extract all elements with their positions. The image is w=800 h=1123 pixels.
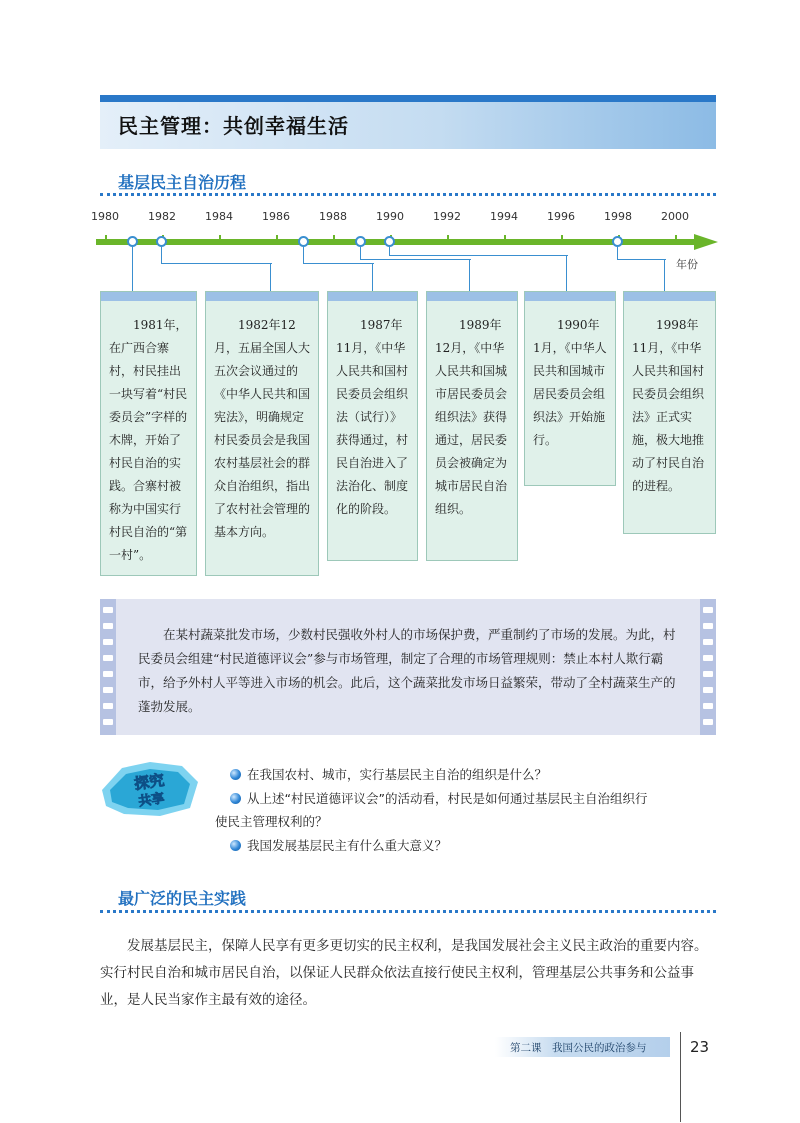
question-text: 从上述“村民道德评议会”的活动看，村民是如何通过基层民主自治组织行 <box>247 791 648 806</box>
timeline-card-1981 <box>100 291 197 576</box>
timeline-axis <box>96 239 696 245</box>
event-marker-1987 <box>298 236 309 247</box>
question-2-continued: 使民主管理权利的？ <box>215 814 328 829</box>
film-hole <box>703 655 713 661</box>
logo-line2: 共享 <box>137 791 166 810</box>
axis-tick <box>675 235 677 245</box>
event-marker-1989 <box>355 236 366 247</box>
film-hole <box>103 671 113 677</box>
chapter-title: 民主管理：共创幸福生活 <box>118 114 349 138</box>
section-divider <box>100 193 716 196</box>
film-hole <box>103 719 113 725</box>
film-hole <box>703 671 713 677</box>
film-hole <box>703 607 713 613</box>
year-label: 1992 <box>433 210 461 223</box>
event-marker-1981 <box>127 236 138 247</box>
event-marker-1982 <box>156 236 167 247</box>
connector-1987-drop <box>372 263 373 291</box>
year-label: 1988 <box>319 210 347 223</box>
connector-1998 <box>617 247 666 260</box>
timeline-years <box>82 210 722 230</box>
timeline-card-1998 <box>623 291 716 534</box>
question-1 <box>230 765 547 783</box>
axis-tick <box>504 235 506 245</box>
card-header <box>206 292 318 301</box>
card-text: 1990年1月，《中华人民共和国城市居民委员会组织法》开始施行。 <box>533 318 607 447</box>
event-marker-1998 <box>612 236 623 247</box>
bullet-icon <box>230 840 241 851</box>
film-hole <box>703 623 713 629</box>
film-hole <box>703 719 713 725</box>
film-hole <box>703 687 713 693</box>
connector-1981 <box>132 247 133 291</box>
film-hole <box>103 703 113 709</box>
event-marker-1990 <box>384 236 395 247</box>
film-strip-left <box>100 599 116 735</box>
year-label: 1990 <box>376 210 404 223</box>
connector-1990 <box>389 247 568 256</box>
card-text: 1989年12月，《中华人民共和国城市居民委员会组织法》获得通过，居民委员会被确定为城市居民自治组织。 <box>435 318 508 516</box>
timeline-arrow-icon <box>694 234 718 250</box>
film-hole <box>103 607 113 613</box>
card-header <box>427 292 517 301</box>
bullet-icon <box>230 793 241 804</box>
axis-tick <box>219 235 221 245</box>
question-2 <box>230 789 647 807</box>
year-label: 1982 <box>148 210 176 223</box>
axis-tick <box>561 235 563 245</box>
card-text: 1987年11月，《中华人民共和国村民委员会组织法（试行）》获得通过，村民自治进入了法治化、制度化的阶段。 <box>336 318 409 516</box>
page-number: 23 <box>690 1038 710 1056</box>
film-strip-right <box>700 599 716 735</box>
connector-1989-drop <box>469 259 470 291</box>
section-title-practice: 最广泛的民主实践 <box>118 889 247 908</box>
card-text: 1981年，在广西合寨村，村民挂出一块写着“村民委员会”字样的木牌，开始了村民自治的实践。合寨村被称为中国实行村民自治的“第一村”。 <box>109 318 188 562</box>
bullet-icon <box>230 769 241 780</box>
axis-unit-label: 年份 <box>676 258 698 271</box>
connector-1998-drop <box>664 259 665 291</box>
question-text: 我国发展基层民主有什么重大意义？ <box>247 838 448 853</box>
film-hole <box>703 703 713 709</box>
film-hole <box>103 687 113 693</box>
axis-tick <box>447 235 449 245</box>
connector-1982-drop <box>270 263 271 291</box>
footer-divider <box>680 1032 681 1122</box>
film-hole <box>703 639 713 645</box>
timeline-card-1982 <box>205 291 319 576</box>
card-header <box>525 292 615 301</box>
case-study-text: 在某村蔬菜批发市场，少数村民强收外村人的市场保护费，严重制约了市场的发展。为此，村民委员会组建“村民道德评议会”参与市场管理，制定了合理的市场管理规则：禁止本村人欺行霸市，给予外村人平等进入市场的机会。此后，这个蔬菜批发市场日益繁荣，带动了全村蔬菜生产的蓬勃发展。 <box>138 627 676 714</box>
question-3 <box>230 836 447 854</box>
timeline-card-1990 <box>524 291 616 486</box>
card-header <box>624 292 715 301</box>
axis-tick <box>333 235 335 245</box>
timeline-card-1989 <box>426 291 518 561</box>
axis-tick <box>105 235 107 245</box>
axis-tick <box>276 235 278 245</box>
connector-1982 <box>161 247 272 264</box>
card-header <box>328 292 417 301</box>
section-divider <box>100 910 716 913</box>
film-hole <box>103 655 113 661</box>
explore-share-logo-icon <box>100 760 200 818</box>
card-text: 1998年11月，《中华人民共和国村民委员会组织法》正式实施，极大地推动了村民自治的进程。 <box>632 318 705 493</box>
year-label: 1980 <box>91 210 119 223</box>
year-label: 1994 <box>490 210 518 223</box>
year-label: 1998 <box>604 210 632 223</box>
card-header <box>101 292 196 301</box>
film-hole <box>103 623 113 629</box>
timeline-card-1987 <box>327 291 418 561</box>
body-paragraph: 发展基层民主，保障人民享有更多更切实的民主权利，是我国发展社会主义民主政治的重要内容。实行村民自治和城市居民自治，以保证人民群众依法直接行使民主权利，管理基层公共事务和公益事业，是人民当家作主最有效的途径。 <box>100 938 708 1008</box>
card-text: 1982年12月，五届全国人大五次会议通过的《中华人民共和国宪法》，明确规定村民委员会是我国农村基层社会的群众自治组织，指出了农村社会管理的基本方向。 <box>214 318 311 539</box>
section-title-history: 基层民主自治历程 <box>118 173 247 192</box>
year-label: 2000 <box>661 210 689 223</box>
year-label: 1986 <box>262 210 290 223</box>
question-text: 在我国农村、城市，实行基层民主自治的组织是什么？ <box>247 767 548 782</box>
logo-line1: 探究 <box>133 771 166 794</box>
footer-lesson: 第二课 我国公民的政治参与 <box>510 1042 647 1054</box>
year-label: 1984 <box>205 210 233 223</box>
film-hole <box>103 639 113 645</box>
connector-1990-drop <box>566 255 567 291</box>
year-label: 1996 <box>547 210 575 223</box>
